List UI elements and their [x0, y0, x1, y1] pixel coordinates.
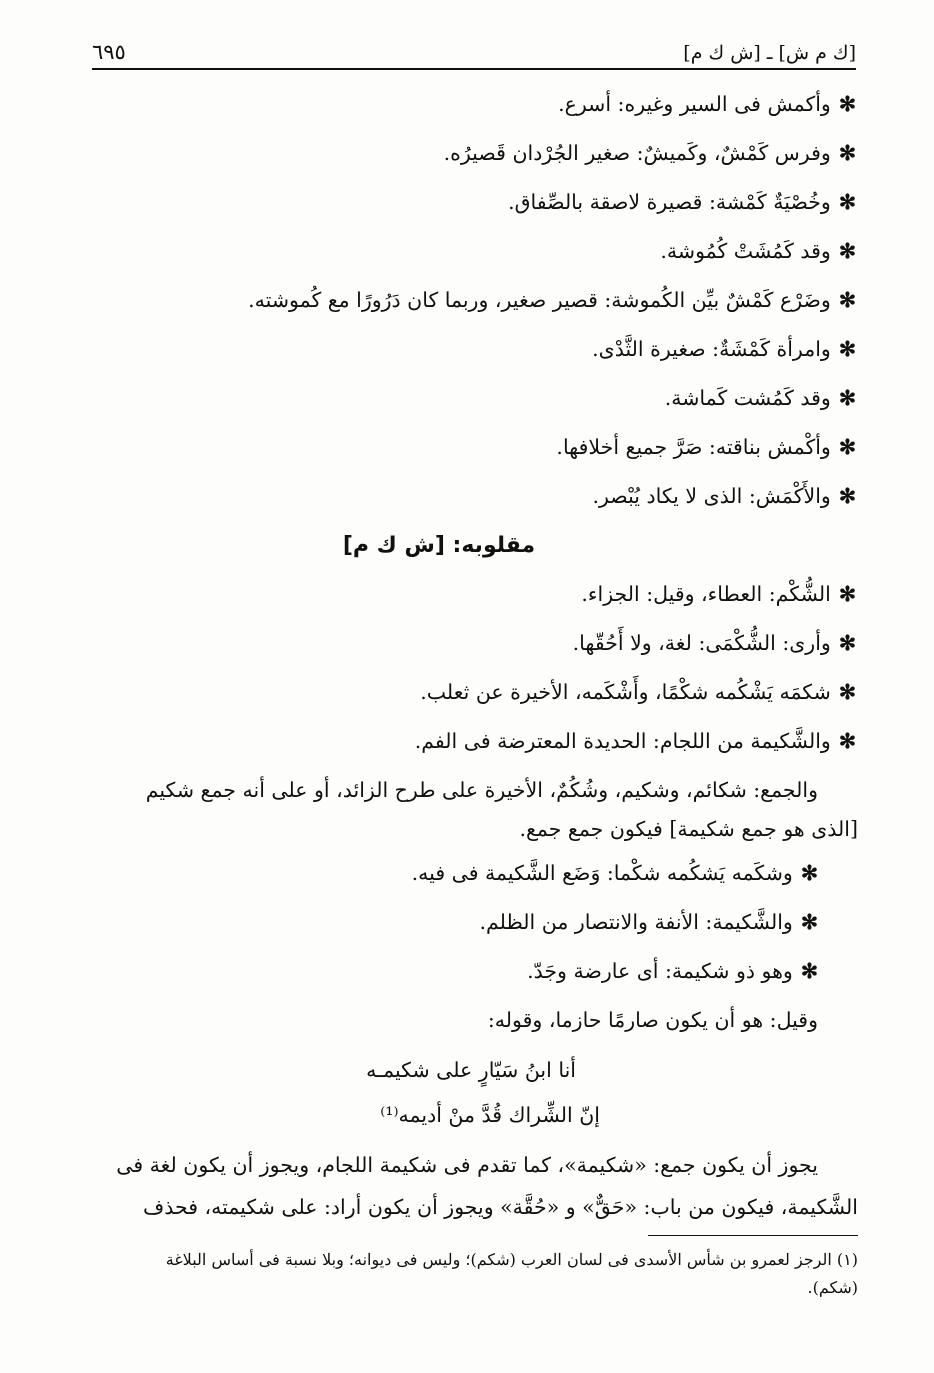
entry: ✻الشُّكْم: العطاء، وقيل: الجزاء. [581, 582, 856, 606]
paragraph-line: الشَّكيمة، فيكون من باب: «حَقٌّ» و «حُقَّة» ويجوز أن يكون أراد: على شكيمته، فحذف [142, 1195, 858, 1219]
page-header [92, 28, 856, 70]
verse-line: أنا ابنُ سَيّارٍ على شكيمـه [366, 1058, 576, 1082]
entry: ✻والأَكْمَش: الذى لا يكاد يُبْصر. [592, 484, 856, 508]
entry: ✻وضَرْع كَمْشٌ بيِّن الكُموشة: قصير صغير، وربما كان دَرُورًا مع كُموشته. [248, 288, 856, 312]
asterisk-icon: ✻ [838, 680, 856, 704]
entry: ✻وقد كَمُشت كَماشة. [664, 386, 856, 410]
entry: ✻وخُصْيَةٌ كَمْشة: قصيرة لاصقة بالصِّفاق. [508, 190, 856, 214]
entry: ✻وهو ذو شكيمة: أى عارضة وجَدّ. [527, 959, 818, 983]
paragraph-line: وقيل: هو أن يكون صارمًا حازما، وقوله: [487, 1008, 818, 1032]
asterisk-icon: ✻ [838, 190, 856, 214]
entry: ✻وأرى: الشُّكْمَى: لغة، ولا أَحُقّها. [572, 631, 856, 655]
asterisk-icon: ✻ [800, 910, 818, 934]
entry: ✻والشَّكيمة: الأنفة والانتصار من الظلم. [479, 910, 818, 934]
entry: ✻وأكْمش بناقته: صَرَّ جميع أخلافها. [556, 435, 856, 459]
asterisk-icon: ✻ [838, 582, 856, 606]
asterisk-icon: ✻ [838, 288, 856, 312]
running-title: [ك م ش] ـ [ش ك م] [683, 42, 856, 64]
entry: ✻شكمَه يَشْكُمه شكْمًا، وأَشْكَمه، الأخيرة عن ثعلب. [420, 680, 856, 704]
entry: ✻وقد كَمُشَتْ كُمُوشة. [660, 239, 856, 263]
entry: ✻وشكَمه يَشكُمه شكْما: وَضَع الشَّكيمة فى فيه. [411, 861, 818, 885]
paragraph-line: يجوز أن يكون جمع: «شكيمة»، كما تقدم فى شكيمة اللجام، ويجوز أن يكون لغة فى [116, 1153, 818, 1177]
footnote-divider [648, 1235, 858, 1236]
asterisk-icon: ✻ [838, 631, 856, 655]
footnote-line: (شكم). [807, 1278, 858, 1297]
entry: ✻وفرس كَمْشٌ، وكَميشٌ: صغير الجُرْدان قَصيرُه. [443, 141, 856, 165]
entry: ✻والشَّكيمة من اللجام: الحديدة المعترضة فى الفم. [414, 729, 856, 753]
asterisk-icon: ✻ [838, 337, 856, 361]
entry: ✻وامرأة كَمْشَةٌ: صغيرة الثَّدْى. [592, 337, 856, 361]
section-heading: مقلوبه: [ش ك م] [342, 533, 536, 558]
asterisk-icon: ✻ [838, 386, 856, 410]
asterisk-icon: ✻ [838, 239, 856, 263]
asterisk-icon: ✻ [838, 92, 856, 116]
asterisk-icon: ✻ [838, 435, 856, 459]
verse-line: إنّ الشِّراك قُدَّ منْ أديمه⁽¹⁾ [380, 1103, 600, 1127]
asterisk-icon: ✻ [838, 141, 856, 165]
asterisk-icon: ✻ [800, 959, 818, 983]
footnote [92, 1246, 858, 1302]
page-number: ٦٩٥ [92, 40, 126, 64]
asterisk-icon: ✻ [838, 484, 856, 508]
entry: ✻وأكمش فى السير وغيره: أسرع. [558, 92, 856, 116]
paragraph-line: [الذى هو جمع شكيمة] فيكون جمع جمع. [519, 817, 858, 841]
footnote-line: (١) الرجز لعمرو بن شأس الأسدى فى لسان العرب (شكم)؛ وليس فى ديوانه؛ وبلا نسبة فى أساس البلاغة [165, 1250, 858, 1269]
asterisk-icon: ✻ [838, 729, 856, 753]
asterisk-icon: ✻ [800, 861, 818, 885]
paragraph-line: والجمع: شكائم، وشكيم، وشُكُمٌ، الأخيرة على طرح الزائد، أو على أنه جمع شكيم [145, 778, 818, 802]
page-body [80, 80, 858, 1227]
